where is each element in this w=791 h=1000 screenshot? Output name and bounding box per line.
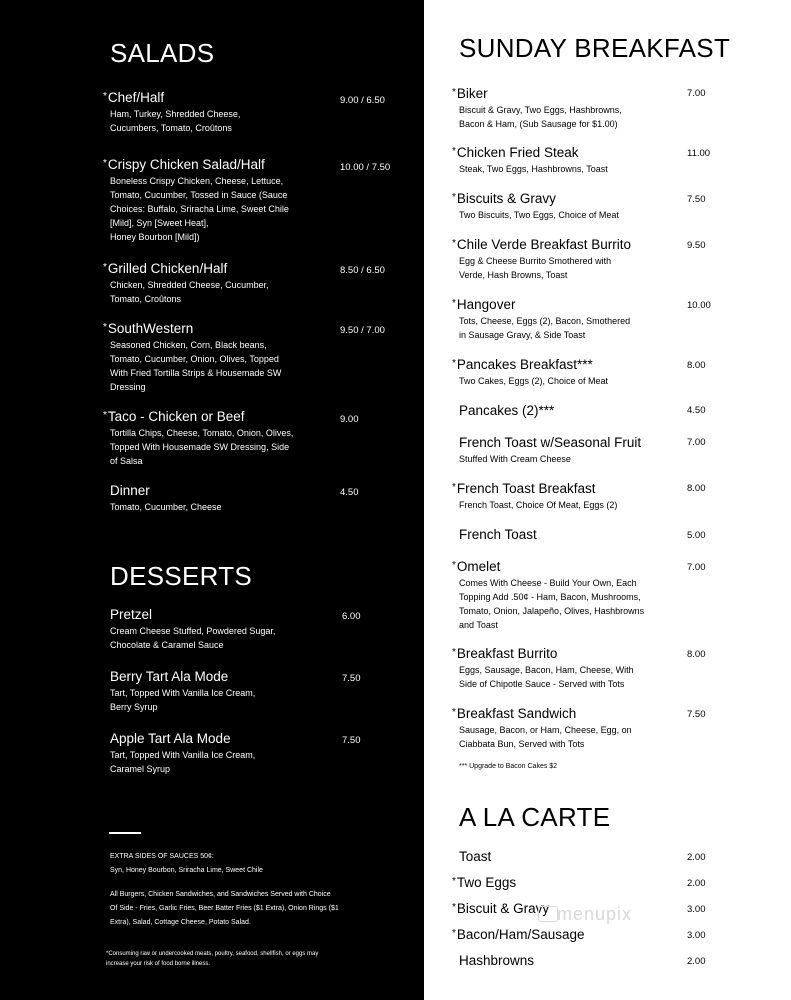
menu-item <box>110 731 310 776</box>
item-desc: Cream Cheese Stuffed, Powdered Sugar, Chocolate & Caramel Sauce <box>110 626 276 650</box>
menu-item <box>103 261 303 306</box>
item-desc: Stuffed With Cream Cheese <box>459 454 571 464</box>
menu-item <box>452 559 662 632</box>
salads-heading: SALADS <box>110 38 215 68</box>
item-name: Chile Verde Breakfast Burrito <box>456 237 631 252</box>
star-mark: * <box>452 647 456 658</box>
item-name: Breakfast Burrito <box>456 646 558 661</box>
sauces-note: EXTRA SIDES OF SAUCES 50¢: Syn, Honey Bourbon, Sriracha Lime, Sweet Chile <box>110 853 263 874</box>
item-desc: Tart, Topped With Vanilla Ice Cream, Caramel Syrup <box>110 750 256 774</box>
star-mark: * <box>103 91 107 102</box>
item-name: French Toast <box>459 527 537 542</box>
menu-item <box>452 706 662 751</box>
item-desc: French Toast, Choice Of Meat, Eggs (2) <box>459 500 618 510</box>
consumer-advisory: *Consuming raw or undercooked meats, poultry, seafood, shellfish, or eggs may increase your risk of food borne illness. <box>106 951 319 967</box>
item-price: 9.00 <box>340 414 359 425</box>
star-mark: * <box>103 322 107 333</box>
item-price: 4.50 <box>340 487 359 498</box>
star-mark: * <box>452 298 456 309</box>
menu-item <box>103 321 303 394</box>
item-price: 11.00 <box>687 148 711 159</box>
star-mark: * <box>452 707 456 718</box>
star-mark: * <box>452 192 456 203</box>
desserts-heading: DESSERTS <box>110 561 253 591</box>
star-mark: * <box>103 262 107 273</box>
item-name: Omelet <box>456 559 501 574</box>
item-desc: Tomato, Cucumber, Cheese <box>110 502 222 512</box>
item-desc: Tortilla Chips, Cheese, Tomato, Onion, Olives, Topped With Housemade SW Dressing, Side of Salsa <box>110 428 294 466</box>
item-name: SouthWestern <box>107 321 194 336</box>
star-mark: * <box>452 87 456 98</box>
item-price: 8.50 / 6.50 <box>340 265 385 276</box>
item-desc: Boneless Crispy Chicken, Cheese, Lettuce, Tomato, Cucumber, Tossed in Sauce (Sauce Choices: Buffalo, Sriracha Lime, Sweet Chile [Mild], Syn [Sweet Heat], Honey Bourbon [Mild]) <box>110 176 289 242</box>
menu-item <box>452 237 662 282</box>
item-price: 10.00 / 7.50 <box>340 162 391 173</box>
item-desc: Egg & Cheese Burrito Smothered with Verde, Hash Browns, Toast <box>459 256 612 280</box>
star-mark: * <box>452 560 456 571</box>
menu-item <box>452 297 662 342</box>
menu-item <box>452 927 662 943</box>
item-price: 8.00 <box>687 483 706 494</box>
item-desc: Tart, Topped With Vanilla Ice Cream, Berry Syrup <box>110 688 256 712</box>
item-desc: Tots, Cheese, Eggs (2), Bacon, Smothered in Sausage Gravy, & Side Toast <box>459 316 631 340</box>
item-name: Toast <box>459 849 492 864</box>
item-desc: Chicken, Shredded Cheese, Cucumber, Tomato, Croûtons <box>110 280 269 304</box>
item-name: Biker <box>456 86 488 101</box>
star-mark: * <box>452 928 456 939</box>
item-price: 8.00 <box>687 649 706 660</box>
item-name: Breakfast Sandwich <box>456 706 577 721</box>
item-price: 7.50 <box>687 194 706 205</box>
menu-item <box>110 669 310 714</box>
item-name: Apple Tart Ala Mode <box>110 731 231 746</box>
sides-note: All Burgers, Chicken Sandwiches, and Sandwiches Served with Choice Of Side - Fries, Garlic Fries, Beer Batter Fries ($1 Extra), Onion Rings ($1 Extra), Salad, Cottage Cheese, Potato Salad. <box>110 891 339 926</box>
item-price: 7.50 <box>342 673 361 684</box>
item-price: 2.00 <box>687 956 706 967</box>
upgrade-note: *** Upgrade to Bacon Cakes $2 <box>459 763 558 770</box>
breakfast-heading: SUNDAY BREAKFAST <box>459 33 731 63</box>
item-price: 2.00 <box>687 852 706 863</box>
item-desc: Seasoned Chicken, Corn, Black beans, Tomato, Cucumber, Onion, Olives, Topped With Fried Tortilla Strips & Housemade SW Dressing <box>110 340 282 392</box>
menu-item <box>452 481 662 512</box>
item-price: 3.00 <box>687 930 706 941</box>
item-price: 9.00 / 6.50 <box>340 95 385 106</box>
item-desc: Steak, Two Eggs, Hashbrowns, Toast <box>459 164 608 174</box>
star-mark: * <box>452 902 456 913</box>
item-name: Crispy Chicken Salad/Half <box>107 157 265 172</box>
item-name: Grilled Chicken/Half <box>107 261 228 276</box>
item-name: Chicken Fried Steak <box>456 145 579 160</box>
menu-item <box>459 849 669 865</box>
item-price: 4.50 <box>687 405 706 416</box>
alacarte-heading: A LA CARTE <box>459 802 611 832</box>
item-price: 3.00 <box>687 904 706 915</box>
section-divider <box>109 832 141 834</box>
item-price: 2.00 <box>687 878 706 889</box>
item-name: Berry Tart Ala Mode <box>110 669 229 684</box>
item-name: Dinner <box>110 483 150 498</box>
item-price: 9.50 <box>687 240 706 251</box>
menu-item <box>110 483 310 514</box>
item-name: Two Eggs <box>456 875 517 890</box>
menu-item <box>459 435 669 466</box>
item-price: 7.00 <box>687 562 706 573</box>
item-name: Pancakes (2)*** <box>459 403 555 418</box>
item-price: 5.00 <box>687 530 706 541</box>
item-price: 7.00 <box>687 437 706 448</box>
star-mark: * <box>103 410 107 421</box>
star-mark: * <box>452 146 456 157</box>
item-desc: Eggs, Sausage, Bacon, Ham, Cheese, With Side of Chipotle Sauce - Served with Tots <box>459 665 634 689</box>
item-price: 9.50 / 7.00 <box>340 325 385 336</box>
right-panel <box>424 0 791 1000</box>
item-desc: Two Cakes, Eggs (2), Choice of Meat <box>459 376 609 386</box>
menu-item <box>452 357 662 388</box>
item-name: Bacon/Ham/Sausage <box>456 927 585 942</box>
item-name: Hangover <box>456 297 516 312</box>
item-name: Pretzel <box>110 607 153 622</box>
menu-item <box>452 145 662 176</box>
item-price: 7.50 <box>342 735 361 746</box>
item-desc: Comes With Cheese - Build Your Own, Each Topping Add .50¢ - Ham, Bacon, Mushrooms, Tomato, Onion, Jalapeño, Olives, Hashbrowns and Toast <box>459 578 645 630</box>
menu-item <box>459 953 669 969</box>
item-desc: Two Biscuits, Two Eggs, Choice of Meat <box>459 210 619 220</box>
star-mark: * <box>452 876 456 887</box>
item-price: 6.00 <box>342 611 361 622</box>
star-mark: * <box>103 158 107 169</box>
star-mark: * <box>452 358 456 369</box>
item-name: Biscuits & Gravy <box>456 191 556 206</box>
item-name: French Toast Breakfast <box>456 481 596 496</box>
item-desc: Sausage, Bacon, or Ham, Cheese, Egg, on Ciabbata Bun, Served with Tots <box>459 725 632 749</box>
menu-item <box>103 409 303 468</box>
item-price: 10.00 <box>687 300 711 311</box>
item-name: Hashbrowns <box>459 953 535 968</box>
item-name: Pancakes Breakfast*** <box>456 357 593 372</box>
item-name: Taco - Chicken or Beef <box>107 409 245 424</box>
star-mark: * <box>452 238 456 249</box>
item-price: 7.00 <box>687 88 706 99</box>
menu-item <box>103 90 303 135</box>
menu-item <box>452 191 662 222</box>
watermark-logo-icon <box>538 906 558 922</box>
item-desc: Biscuit & Gravy, Two Eggs, Hashbrowns, Bacon & Ham, (Sub Sausage for $1.00) <box>459 105 622 129</box>
item-name: French Toast w/Seasonal Fruit <box>459 435 642 450</box>
menu-item <box>103 157 303 244</box>
watermark: menupix <box>557 904 633 924</box>
menu-item <box>452 875 662 891</box>
menu-item <box>459 403 669 419</box>
menu-item <box>452 646 662 691</box>
item-name: Chef/Half <box>107 90 165 105</box>
item-desc: Ham, Turkey, Shredded Cheese, Cucumbers, Tomato, Croûtons <box>110 109 241 133</box>
item-price: 8.00 <box>687 360 706 371</box>
item-price: 7.50 <box>687 709 706 720</box>
menu-item <box>452 86 662 131</box>
item-name: Biscuit & Gravy <box>456 901 550 916</box>
menu-item <box>459 527 669 543</box>
star-mark: * <box>452 482 456 493</box>
menu-item <box>110 607 310 652</box>
